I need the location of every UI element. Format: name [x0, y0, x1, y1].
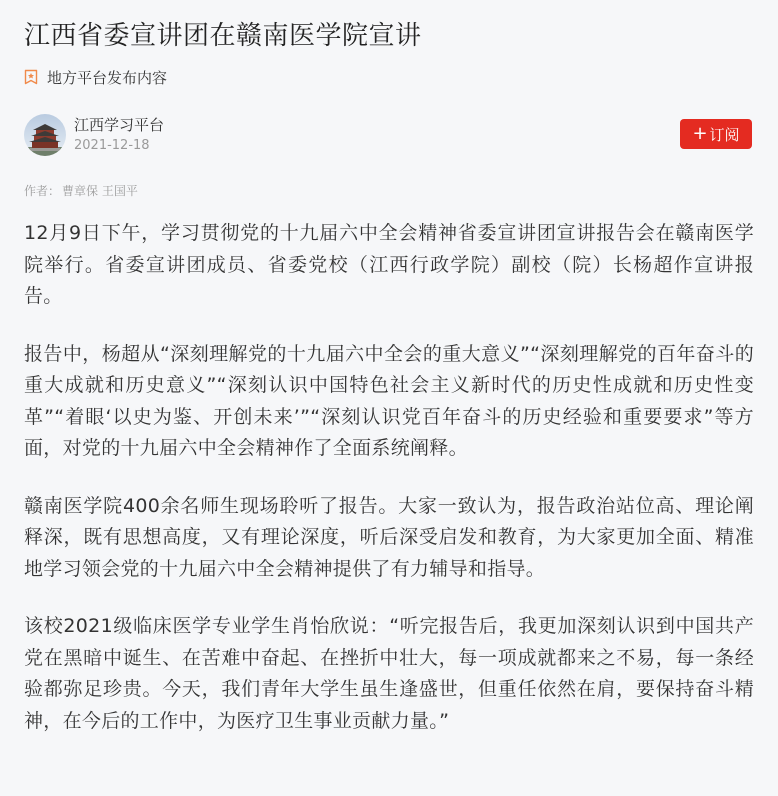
badge-icon [24, 69, 38, 85]
byline [24, 182, 754, 200]
publish-date: 2021-12-18 [74, 138, 150, 153]
subscribe-label: 订阅 [709, 125, 740, 144]
publisher-name[interactable]: 江西学习平台 [74, 116, 165, 134]
article-paragraph: 报告中，杨超从“深刻理解党的十九届六中全会的重大意义”“深刻理解党的百年奋斗的重大成就和历史意义”“深刻认识中国特色社会主义新时代的历史性成就和历史性变革”“着眼‘以史为鉴、开创未来’”“深刻认识党百年奋斗的历史经验和重要要求”等方面，对党的十九届六中全会精神作了全面系统阐释。 [24, 342, 754, 459]
subscribe-button[interactable] [680, 119, 752, 149]
article-paragraph: 赣南医学院400余名师生现场聆听了报告。大家一致认为，报告政治站位高、理论阐释深，既有思想高度，又有理论深度，听后深受启发和教育，为大家更加全面、精准地学习领会党的十九届六中全会精神提供了有力辅导和指导。 [24, 494, 754, 580]
source-tag [24, 66, 754, 88]
article-paragraph: 12月9日下午，学习贯彻党的十九届六中全会精神省委宣讲团宣讲报告会在赣南医学院举行。省委宣讲团成员、省委党校（江西行政学院）副校（院）长杨超作宣讲报告。 [24, 222, 754, 307]
plus-icon: + [692, 123, 708, 144]
source-tag-label: 地方平台发布内容 [47, 68, 168, 87]
publisher-avatar[interactable] [24, 114, 66, 156]
byline-label: 作者： [24, 184, 61, 198]
byline-names: 曹章保 王国平 [62, 184, 138, 198]
publisher-info [74, 115, 164, 155]
article-title: 江西省委宣讲团在赣南医学院宣讲 [24, 21, 422, 51]
publisher-row [24, 111, 754, 159]
article-body [24, 218, 754, 737]
article-paragraph: 该校2021级临床医学专业学生肖怡欣说：“听完报告后，我更加深刻认识到中国共产党在黑暗中诞生、在苦难中奋起、在挫折中壮大，每一项成就都来之不易，每一条经验都弥足珍贵。今天，我们青年大学生虽生逢盛世，但重任依然在肩，要保持奋斗精神，在今后的工作中，为医疗卫生事业贡献力量。” [24, 615, 754, 732]
